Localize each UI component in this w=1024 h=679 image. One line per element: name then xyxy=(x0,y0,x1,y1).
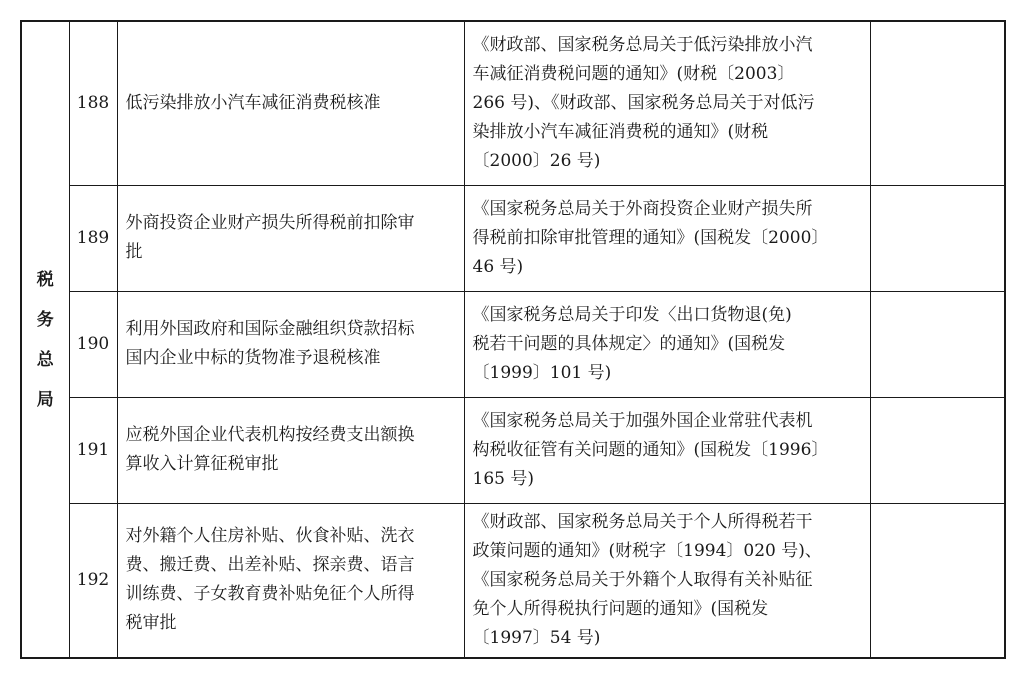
authority-cell xyxy=(21,21,69,658)
note-cell xyxy=(870,185,1005,291)
authority-char: 税 xyxy=(36,269,54,290)
authority-char: 务 xyxy=(36,309,54,330)
approval-items-table xyxy=(20,20,1006,659)
authority-char: 总 xyxy=(36,349,54,370)
basis-line: 〔1999〕101 号) xyxy=(472,362,612,383)
table-row xyxy=(21,185,1005,291)
item-number: 189 xyxy=(69,185,117,291)
item-line: 训练费、子女教育费补贴免征个人所得 xyxy=(125,584,415,605)
basis-line: 165 号) xyxy=(472,468,534,489)
item-name xyxy=(117,185,464,291)
item-number: 188 xyxy=(69,21,117,185)
item-line: 费、搬迁费、出差补贴、探亲费、语言 xyxy=(125,555,415,576)
item-line: 应税外国企业代表机构按经费支出额换 xyxy=(125,425,415,445)
legal-basis xyxy=(464,503,870,658)
basis-line: 《财政部、国家税务总局关于低污染排放小汽 xyxy=(472,34,813,55)
item-number: 190 xyxy=(69,291,117,397)
basis-line: 税若干问题的具体规定〉的通知》(国税发 xyxy=(472,333,786,354)
legal-basis xyxy=(464,21,870,185)
item-line: 利用外国政府和国际金融组织贷款招标 xyxy=(125,319,415,339)
item-name xyxy=(117,397,464,503)
table-row xyxy=(21,291,1005,397)
basis-line: 《国家税务总局关于加强外国企业常驻代表机 xyxy=(472,410,813,431)
authority-char: 局 xyxy=(36,389,54,410)
basis-line: 得税前扣除审批管理的通知》(国税发〔2000〕 xyxy=(472,227,829,248)
item-line: 批 xyxy=(125,242,143,262)
note-cell xyxy=(870,503,1005,658)
item-name xyxy=(117,291,464,397)
item-name xyxy=(117,503,464,658)
basis-line: 免个人所得税执行问题的通知》(国税发 xyxy=(472,598,769,619)
item-number: 192 xyxy=(69,503,117,658)
item-line: 低污染排放小汽车减征消费税核准 xyxy=(125,92,381,113)
item-line: 国内企业中标的货物准予退税核准 xyxy=(125,348,381,368)
table-row xyxy=(21,21,1005,185)
basis-line: 车减征消费税问题的通知》(财税〔2003〕 xyxy=(472,63,795,84)
table-row xyxy=(21,503,1005,658)
basis-line: 〔1997〕54 号) xyxy=(472,627,601,648)
legal-basis xyxy=(464,291,870,397)
note-cell xyxy=(870,291,1005,397)
item-line: 对外籍个人住房补贴、伙食补贴、洗衣 xyxy=(125,526,415,547)
note-cell xyxy=(870,397,1005,503)
basis-line: 《国家税务总局关于印发〈出口货物退(免) xyxy=(472,304,792,325)
basis-line: 构税收征管有关问题的通知》(国税发〔1996〕 xyxy=(472,439,829,460)
basis-line: 〔2000〕26 号) xyxy=(472,150,601,171)
item-line: 税审批 xyxy=(125,613,177,634)
basis-line: 《国家税务总局关于外籍个人取得有关补贴征 xyxy=(472,569,813,590)
legal-basis xyxy=(464,185,870,291)
note-cell xyxy=(870,21,1005,185)
basis-line: 政策问题的通知》(财税字〔1994〕020 号)、 xyxy=(472,540,822,561)
basis-line: 《财政部、国家税务总局关于个人所得税若干 xyxy=(472,511,813,532)
basis-line: 染排放小汽车减征消费税的通知》(财税 xyxy=(472,121,769,142)
basis-line: 《国家税务总局关于外商投资企业财产损失所 xyxy=(472,198,813,219)
table-row xyxy=(21,397,1005,503)
legal-basis xyxy=(464,397,870,503)
basis-line: 266 号)、《财政部、国家税务总局关于对低污 xyxy=(472,92,815,113)
item-line: 外商投资企业财产损失所得税前扣除审 xyxy=(125,213,415,233)
item-number: 191 xyxy=(69,397,117,503)
item-name xyxy=(117,21,464,185)
basis-line: 46 号) xyxy=(472,256,524,277)
item-line: 算收入计算征税审批 xyxy=(125,454,279,474)
